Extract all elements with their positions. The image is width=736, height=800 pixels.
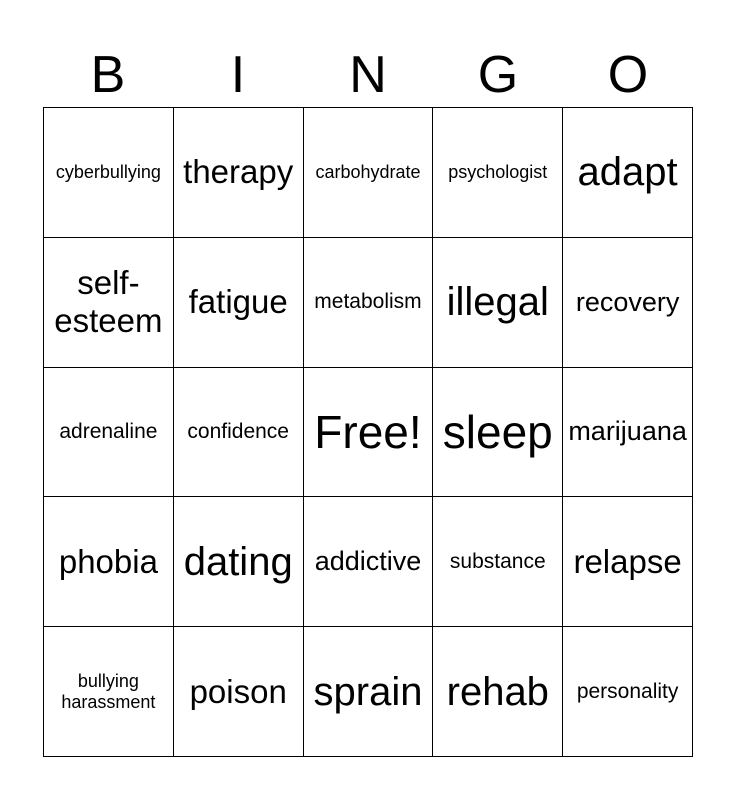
bingo-cell[interactable]: dating (174, 497, 304, 627)
bingo-header (43, 44, 693, 106)
bingo-cell[interactable]: phobia (44, 497, 174, 627)
bingo-cell[interactable]: sleep (433, 368, 563, 498)
bingo-cell[interactable]: recovery (563, 238, 693, 368)
bingo-cell[interactable]: rehab (433, 627, 563, 757)
header-letter-b: B (90, 46, 126, 104)
bingo-cell[interactable]: carbohydrate (304, 108, 434, 238)
header-letter-g: G (477, 46, 519, 104)
bingo-cell[interactable]: confidence (174, 368, 304, 498)
bingo-cell[interactable]: fatigue (174, 238, 304, 368)
bingo-cell[interactable]: metabolism (304, 238, 434, 368)
bingo-cell[interactable]: adrenaline (44, 368, 174, 498)
bingo-cell[interactable]: therapy (174, 108, 304, 238)
bingo-cell[interactable]: illegal (433, 238, 563, 368)
free-space-cell[interactable]: Free! (304, 368, 434, 498)
bingo-cell[interactable]: adapt (563, 108, 693, 238)
bingo-cell[interactable]: personality (563, 627, 693, 757)
header-letter-n: N (349, 46, 387, 104)
bingo-cell[interactable]: sprain (304, 627, 434, 757)
bingo-cell[interactable]: addictive (304, 497, 434, 627)
bingo-cell[interactable]: psychologist (433, 108, 563, 238)
bingo-cell[interactable]: bullying harassment (44, 627, 174, 757)
bingo-cell[interactable]: cyberbullying (44, 108, 174, 238)
bingo-cell[interactable]: relapse (563, 497, 693, 627)
bingo-cell[interactable]: poison (174, 627, 304, 757)
bingo-cell[interactable]: self-esteem (44, 238, 174, 368)
bingo-cell[interactable]: marijuana (563, 368, 693, 498)
header-letter-o: O (607, 46, 649, 104)
header-letter-i: I (230, 46, 246, 104)
bingo-cell[interactable]: substance (433, 497, 563, 627)
bingo-board (43, 107, 693, 757)
